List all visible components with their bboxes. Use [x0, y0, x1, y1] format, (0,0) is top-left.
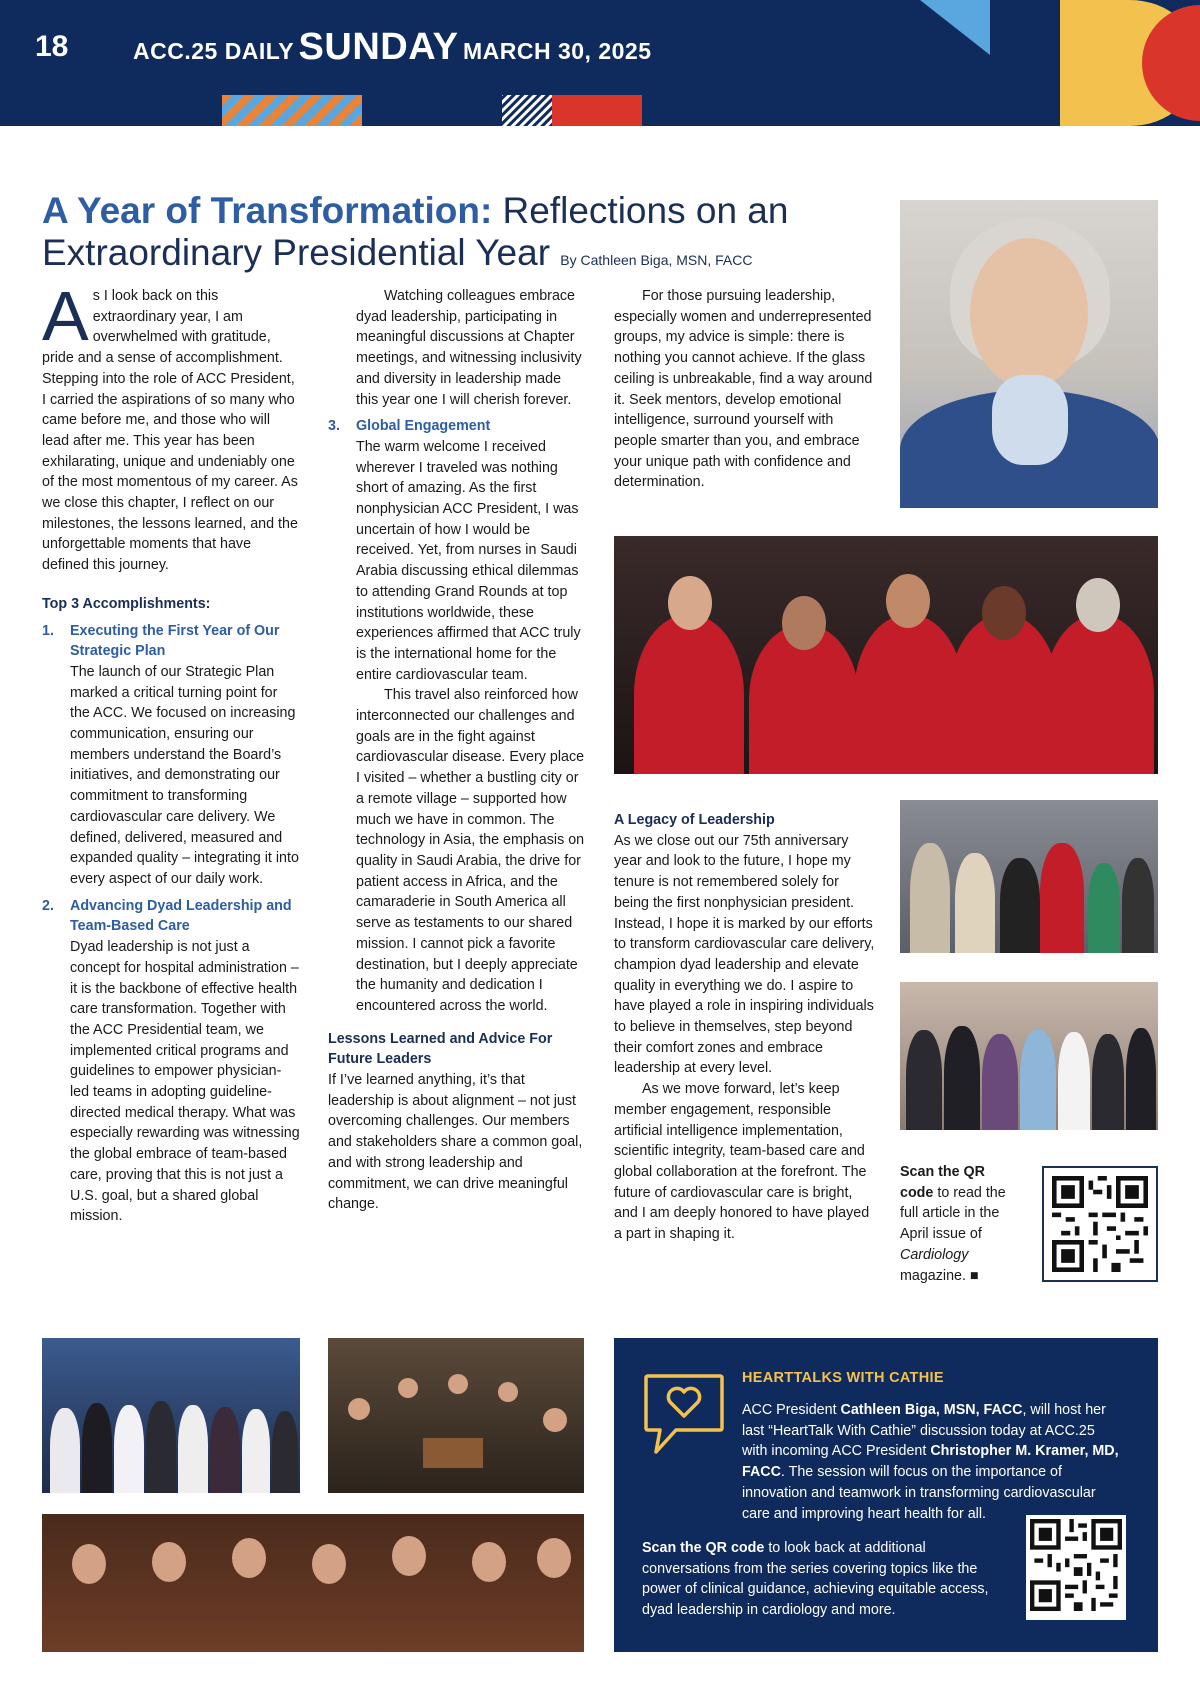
person: [50, 1408, 80, 1493]
drop-cap: A: [42, 277, 89, 355]
page-header: [0, 0, 1200, 126]
person-head: [668, 576, 712, 630]
person: [910, 843, 950, 953]
portrait-face: [970, 238, 1088, 388]
list-item: [42, 896, 300, 1227]
toast-group-photo: [42, 1514, 584, 1652]
hearttalks-qr-caption: [642, 1538, 992, 1621]
scan-rest: to look back at additional conversations from the series covering topics like the power of clinical guidance, achieving equitable access, dyad leadership in cardiology and more.: [642, 1540, 989, 1619]
person-head: [232, 1538, 266, 1578]
list-item: [328, 416, 586, 1016]
publication-title: [133, 26, 652, 69]
hearttalks-qr-code[interactable]: [1026, 1515, 1126, 1620]
group-photo-1: [900, 800, 1158, 953]
list-item: [42, 621, 300, 890]
person: [1058, 1032, 1090, 1130]
person-head: [348, 1398, 370, 1420]
column-2: [328, 286, 586, 1215]
p1-a: ACC President: [742, 1402, 841, 1418]
person-head: [782, 596, 826, 650]
person: [944, 1026, 980, 1130]
item-number: 1.: [42, 622, 54, 639]
lessons-paragraph: If I’ve learned anything, it’s that leadership is about alignment – not just overcoming challenges. Our members and stakeholders share a common goal, and with strong leadership and commitment, we can drive meaningful change.: [328, 1072, 583, 1213]
title-accent: A Year of Transformation:: [42, 190, 493, 231]
column-1: [42, 277, 300, 1227]
dyad-text: Watching colleagues embrace dyad leadership, participating in meaningful discussions at Chapter meetings, and witnessing inclusivity and diversity in leadership made this year one I will cherish forever.: [356, 288, 582, 408]
p1-b: Cathleen Biga, MSN, FACC: [840, 1402, 1023, 1418]
scan-bold: Scan the QR code: [900, 1164, 986, 1201]
person: [1092, 1034, 1124, 1130]
hearttalks-title: HEARTTALKS WITH CATHIE: [742, 1370, 944, 1386]
publication-name: ACC.25 DAILY: [133, 38, 295, 64]
person-head: [448, 1374, 468, 1394]
person: [178, 1405, 208, 1493]
person: [242, 1409, 270, 1493]
person: [114, 1405, 144, 1493]
person: [906, 1030, 942, 1130]
portrait-scarf: [992, 375, 1068, 465]
person-head: [472, 1542, 506, 1582]
intro-paragraph: [42, 277, 300, 576]
academic-gowns-photo: [614, 536, 1158, 774]
person-head: [543, 1408, 567, 1432]
person-head: [537, 1538, 571, 1578]
person: [1126, 1028, 1156, 1130]
title-rest: Reflections on an Extraordinary Presidential Year: [42, 190, 789, 273]
byline: By Cathleen Biga, MSN, FACC: [560, 252, 753, 268]
person-head: [982, 586, 1026, 640]
page-number: 18: [35, 30, 69, 63]
legacy-heading: A Legacy of Leadership: [614, 812, 775, 828]
hearttalks-paragraph: [642, 1400, 1122, 1524]
item-number: 3.: [328, 418, 340, 435]
person-head: [392, 1536, 426, 1576]
item-heading: Advancing Dyad Leadership and Team-Based Care: [70, 897, 292, 935]
column-3-top: [614, 286, 876, 493]
group-photo-2: [900, 982, 1158, 1130]
person-head: [72, 1544, 106, 1584]
scan-bold: Scan the QR code: [642, 1540, 765, 1556]
advice-paragraph: For those pursuing leadership, especially women and underrepresented groups, my advice is simple: there is nothing you cannot achieve. If the glass ceiling is unbreakable, find a way around it. Seek mentors, develop emotional intelligence, surround yourself with people smarter than you, and embrace your unique path with confidence and determination.: [614, 288, 873, 491]
article-qr-code[interactable]: [1042, 1166, 1158, 1282]
person-head: [1076, 578, 1120, 632]
item-heading: Executing the First Year of Our Strategic Plan: [70, 622, 280, 660]
person: [1040, 843, 1084, 953]
dyad-paragraph: [328, 286, 586, 410]
publication-date: MARCH 30, 2025: [462, 38, 652, 64]
scan-magazine: Cardiology: [900, 1246, 969, 1263]
person: [146, 1401, 176, 1493]
qr-code-icon: [1052, 1176, 1148, 1272]
person: [272, 1411, 298, 1493]
table: [423, 1438, 483, 1468]
hearttalks-box: [614, 1338, 1158, 1652]
lessons-heading: Lessons Learned and Advice For Future Leaders: [328, 1030, 553, 1068]
person: [82, 1403, 112, 1493]
person-head: [312, 1544, 346, 1584]
p1-d: Christopher M. Kramer, MD, FACC: [742, 1443, 1119, 1481]
scan-end: magazine. ■: [900, 1267, 979, 1284]
person: [955, 853, 995, 953]
item-body: The warm welcome I received wherever I traveled was nothing short of amazing. As the first nonphysician ACC President, I was uncertain of how I would be received. Yet, from nurses in Saudi Arabia discussing ethical dilemmas to attending Grand Rounds at top institutions worldwide, these experiences affirmed that ACC truly is the international home for the entire cardiovascular team.: [356, 438, 581, 683]
legacy-paragraph-1: As we close out our 75th anniversary year and look to the future, I hope my tenure is not remembered solely for being the first nonphysician president. Instead, I hope it is marked by our efforts to transform cardiovascular care delivery, champion dyad leadership and elevate quality in everything we do. I aspire to have played a role in inspiring individuals to believe in themselves, step beyond their comfort zones and embrace leadership at every level.: [614, 832, 875, 1077]
person: [854, 614, 964, 774]
person-head: [498, 1382, 518, 1402]
intro-text: s I look back on this extraordinary year, I am overwhelmed with gratitude, pride and a sense of accomplishment. Stepping into the role of ACC President, I carried the aspirations of so many who came before me, and those who will lead after me. This year has been exhilarating, unique and undeniably one of the most momentous of my career. As we close this chapter, I reflect on our milestones, the lessons learned, and the unforgettable moments that have defined this journey.: [42, 288, 298, 574]
person: [1122, 858, 1154, 953]
portrait-photo: [900, 200, 1158, 508]
travel-paragraph: This travel also reinforced how interconnected our challenges and goals are in the fight against cardiovascular disease. Every place I visited – whether a bustling city or a remote village – supported how much we have in common. The technology in Asia, the emphasis on quality in Saudi Arabia, the drive for patient access in Africa, and the camaraderie in South America all serve as testaments to our shared mission. I cannot pick a favorite destination, but I deeply appreciate the humanity and dedication I encountered across the world.: [356, 687, 585, 1014]
person: [1044, 614, 1154, 774]
conference-group-photo: [42, 1338, 300, 1493]
person: [1088, 863, 1120, 953]
person-head: [398, 1378, 418, 1398]
article-title: [42, 190, 892, 281]
qr-code-icon: [1030, 1519, 1122, 1611]
p1-e: . The session will focus on the importance of innovation and teamwork in transforming cardiovascular care and improving heart health for all.: [742, 1464, 1096, 1522]
person: [982, 1034, 1018, 1130]
person-head: [886, 574, 930, 628]
item-number: 2.: [42, 897, 54, 914]
p1-c: , will host her last “HeartTalk With Cathie” discussion today at ACC.25 with incoming ACC President: [742, 1402, 1106, 1460]
item-body: Dyad leadership is not just a concept for hospital administration – it is the backbone of effective health care transformation. Together with the ACC Presidential team, we implemented critical programs and guidelines to empower physician-led teams in adopting guideline-directed medical therapy. What was especially rewarding was witnessing the global embrace of team-based care, proving that this is not just a U.S. goal, but a shared global mission.: [70, 939, 300, 1225]
discussion-circle-photo: [328, 1338, 584, 1493]
scan-rest: to read the full article in the April issue of: [900, 1184, 1006, 1243]
publication-day: SUNDAY: [298, 26, 459, 68]
person-head: [152, 1542, 186, 1582]
accomplishments-heading: Top 3 Accomplishments:: [42, 595, 211, 612]
article-qr-caption: [900, 1162, 1012, 1286]
person: [210, 1407, 240, 1493]
person: [634, 614, 744, 774]
hearttalks-body: [642, 1400, 1122, 1524]
column-3-legacy: [614, 810, 876, 1245]
person: [1020, 1030, 1056, 1130]
item-heading: Global Engagement: [356, 418, 491, 435]
legacy-paragraph-2: As we move forward, let’s keep member engagement, responsible artificial intelligence implementation, scientific integrity, team-based care and global collaboration at the forefront. The future of cardiovascular care is bright, and I am deeply honored to have played a part in shaping it.: [614, 1081, 870, 1243]
person: [1000, 858, 1040, 953]
item-body: The launch of our Strategic Plan marked a critical turning point for the ACC. We focused on increasing communication, ensuring our members understand the Board’s initiatives, and demonstrating our commitment to transforming cardiovascular care delivery. We defined, delivered, measured and expanded quality – integrating it into every aspect of our daily work.: [70, 663, 299, 887]
